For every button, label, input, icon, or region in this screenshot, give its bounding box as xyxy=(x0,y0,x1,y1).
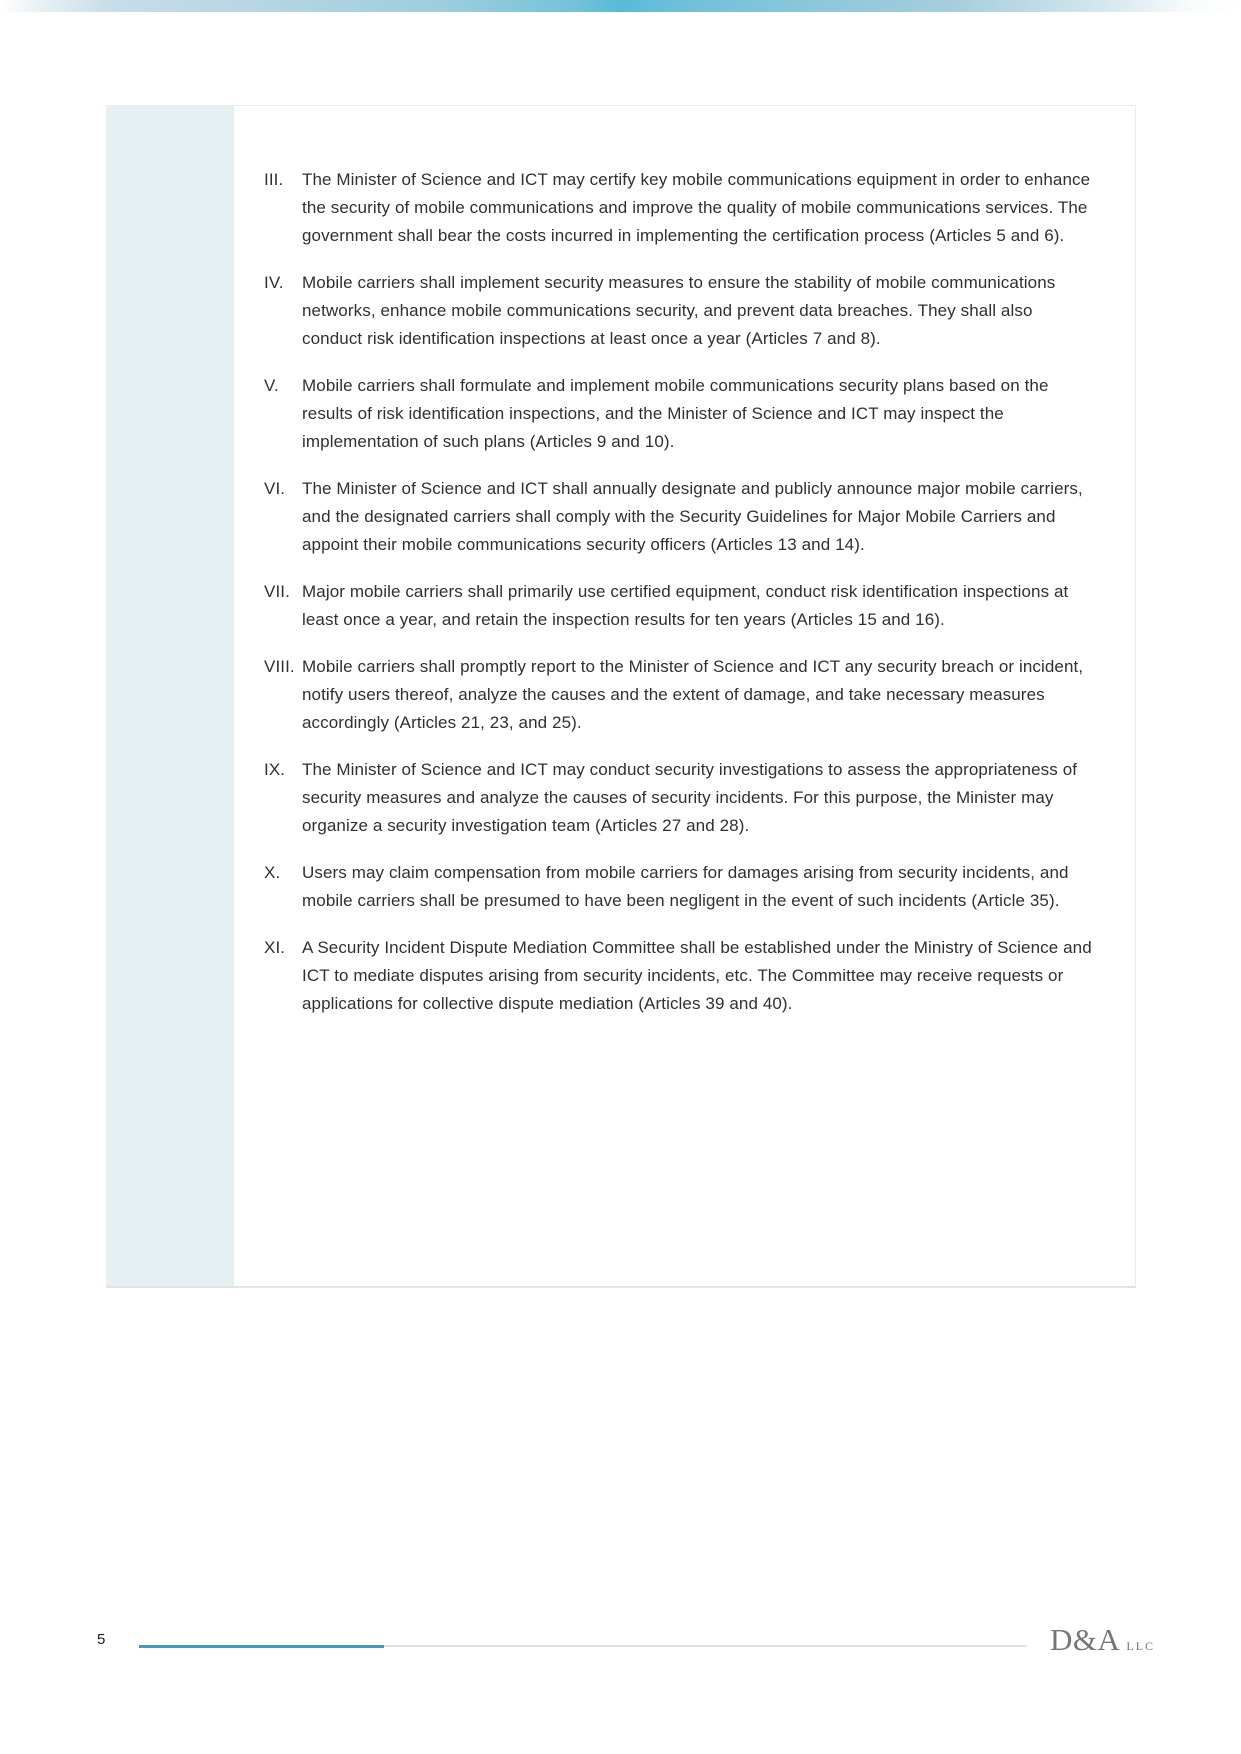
logo-suffix-text: LLC xyxy=(1126,1639,1156,1653)
footer-rule-gray-segment xyxy=(384,1645,1027,1647)
list-item-text: A Security Incident Dispute Mediation Committee shall be established under the Ministry of Science and ICT to mediate disputes arising from security incidents, etc. The Committee may receive requests or applications for collective dispute mediation (Articles 39 and 40). xyxy=(302,938,1092,1013)
summary-list xyxy=(234,106,1135,1286)
list-item-text: Mobile carriers shall implement security measures to ensure the stability of mobile communications networks, enhance mobile communications security, and prevent data breaches. They shall also conduct risk identification inspections at least once a year (Articles 7 and 8). xyxy=(302,273,1056,348)
list-item-numeral: IV. xyxy=(264,273,284,292)
list-item-text: The Minister of Science and ICT may conduct security investigations to assess the appropriateness of security measures and analyze the causes of security incidents. For this purpose, the Minister may organize a security investigation team (Articles 27 and 28). xyxy=(302,760,1078,835)
list-item xyxy=(264,859,1109,915)
list-item-numeral: XI. xyxy=(264,938,286,957)
list-item xyxy=(264,475,1109,559)
list-item-text: Mobile carriers shall formulate and implement mobile communications security plans based on the results of risk identification inspections, and the Minister of Science and ICT may inspect the implementation of such plans (Articles 9 and 10). xyxy=(302,376,1049,451)
company-logo xyxy=(1050,1622,1155,1658)
footer-rule-blue-segment xyxy=(139,1645,384,1648)
list-item-numeral: IX. xyxy=(264,760,286,779)
top-gradient-bar xyxy=(0,0,1241,12)
list-item xyxy=(264,756,1109,840)
footer-rule xyxy=(139,1643,1027,1649)
logo-text: D&A xyxy=(1050,1622,1121,1657)
list-item-numeral: V. xyxy=(264,376,279,395)
list-item-text: Mobile carriers shall promptly report to the Minister of Science and ICT any security breach or incident, notify users thereof, analyze the causes and the extent of damage, and take necessary measures accordingly (Articles 21, 23, and 25). xyxy=(302,657,1084,732)
list-item xyxy=(264,653,1109,737)
sidebar-accent-column xyxy=(107,106,234,1286)
list-item xyxy=(264,269,1109,353)
page-number: 5 xyxy=(97,1631,106,1648)
list-item-numeral: VII. xyxy=(264,582,290,601)
list-item-numeral: VI. xyxy=(264,479,286,498)
list-item xyxy=(264,372,1109,456)
list-item-text: The Minister of Science and ICT shall annually designate and publicly announce major mobile carriers, and the designated carriers shall comply with the Security Guidelines for Major Mobile Carriers and appoint their mobile communications security officers (Articles 13 and 14). xyxy=(302,479,1083,554)
list-item-numeral: III. xyxy=(264,170,284,189)
list-item xyxy=(264,166,1109,250)
list-item-text: Users may claim compensation from mobile carriers for damages arising from security incidents, and mobile carriers shall be presumed to have been negligent in the event of such incidents (Article 35). xyxy=(302,863,1069,910)
list-item-numeral: VIII. xyxy=(264,657,295,676)
list-item-text: Major mobile carriers shall primarily use certified equipment, conduct risk identification inspections at least once a year, and retain the inspection results for ten years (Articles 15 and 16). xyxy=(302,582,1069,629)
list-item-text: The Minister of Science and ICT may certify key mobile communications equipment in order to enhance the security of mobile communications and improve the quality of mobile communications services. The government shall bear the costs incurred in implementing the certification process (Articles 5 and 6). xyxy=(302,170,1091,245)
list-item xyxy=(264,578,1109,634)
list-item xyxy=(264,934,1109,1018)
summary-content-box xyxy=(106,105,1136,1288)
list-item-numeral: X. xyxy=(264,863,281,882)
